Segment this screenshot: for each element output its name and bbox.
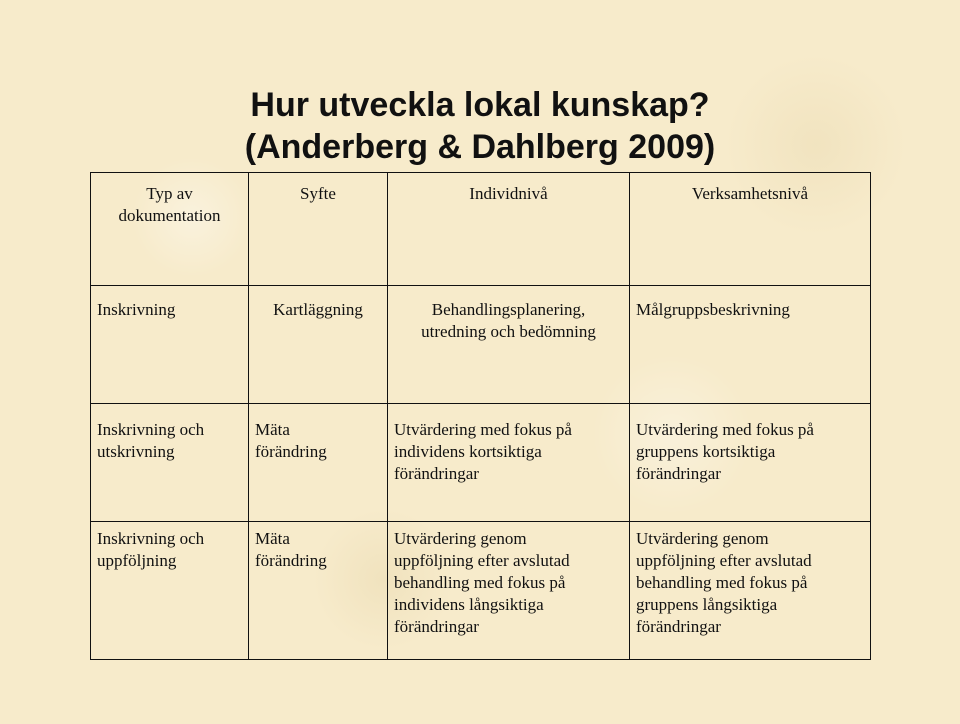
title-line-1: Hur utveckla lokal kunskap? — [250, 86, 710, 124]
header-cell-verksamhetsniva: Verksamhetsnivå — [630, 173, 871, 286]
table-cell: Målgruppsbeskrivning — [630, 286, 871, 404]
header-cell-typ: Typ av dokumentation — [91, 173, 249, 286]
table-cell: Inskrivning och utskrivning — [91, 404, 249, 522]
title-line-2: (Anderberg & Dahlberg 2009) — [244, 128, 716, 166]
header-cell-individniva: Individnivå — [388, 173, 630, 286]
table-cell: Inskrivning — [91, 286, 249, 404]
table-cell: Kartläggning — [249, 286, 388, 404]
table-row — [91, 522, 871, 660]
slide-title — [0, 84, 960, 168]
table-cell: Utvärdering med fokus på gruppens kortsiktiga förändringar — [630, 404, 871, 522]
table-cell: Mäta förändring — [249, 404, 388, 522]
table-cell: Mäta förändring — [249, 522, 388, 660]
table-cell: Utvärdering genom uppföljning efter avslutad behandling med fokus på gruppens långsiktiga förändringar — [630, 522, 871, 660]
table-cell: Behandlingsplanering, utredning och bedömning — [388, 286, 630, 404]
table-cell: Utvärdering genom uppföljning efter avslutad behandling med fokus på individens långsiktiga förändringar — [388, 522, 630, 660]
table-cell: Inskrivning och uppföljning — [91, 522, 249, 660]
table-row — [91, 404, 871, 522]
table-cell: Utvärdering med fokus på individens kortsiktiga förändringar — [388, 404, 630, 522]
table-row — [91, 286, 871, 404]
documentation-table — [90, 172, 871, 660]
table-header-row — [91, 173, 871, 286]
header-cell-syfte: Syfte — [249, 173, 388, 286]
